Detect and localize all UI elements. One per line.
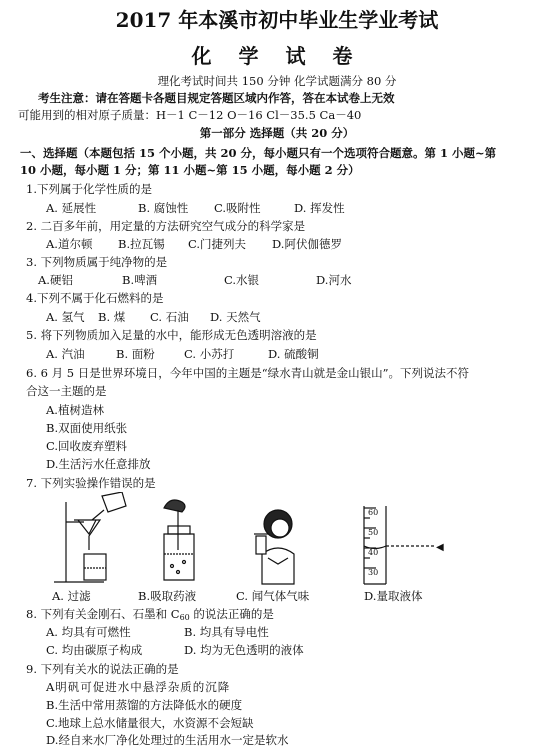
option-d: D.河水 [316,273,352,287]
part-one-heading: 第一部分 选择题（共 20 分） [199,126,355,140]
question-8-stem-b: 的说法正确的是 [189,607,274,621]
cylinder-tick-60: 60 [368,508,379,517]
smelling-gas-figure [248,504,308,586]
notice: 考生注意：请在答题卡各题目规定答题区域内作答，答在本试卷上无效 [38,91,395,105]
option-c: C. 小苏打 [184,347,235,361]
svg-text:◀: ◀ [436,542,444,553]
question-9-option-c: C.地球上总水储量很大，水资源不会短缺 [46,716,254,730]
cylinder-tick-50: 50 [368,528,379,537]
option-b: B.吸取药液 [138,589,197,603]
exam-info: 理化考试时间共 150 分钟 化学试题满分 80 分 [157,74,397,88]
option-b: B. 腐蚀性 [138,201,189,215]
question-6-stem: 6. 6 月 5 日是世界环境日，今年中国的主题是“绿水青山就是金山银山”。下列说法不符 [26,366,469,380]
option-b: B.拉瓦锡 [118,237,165,251]
option-c: C.吸附性 [214,201,261,215]
option-b: B. 面粉 [116,347,155,361]
option-c: C.门捷列夫 [188,237,247,251]
exam-title: 2017 年本溪市初中毕业生学业考试 [115,8,439,32]
option-a: A. 氢气 [46,310,85,324]
question-9-option-b: B.生活中常用蒸馏的方法降低水的硬度 [46,698,243,712]
option-b: B.啤酒 [122,273,158,287]
option-b: B. 煤 [98,310,126,324]
option-d: D. 天然气 [210,310,261,324]
option-d: D.阿伏伽德罗 [272,237,342,251]
exam-subtitle: 化 学 试 卷 [191,44,363,68]
question-1-stem: 1.下列属于化学性质的是 [26,182,152,196]
option-d: D. 硫酸铜 [268,347,319,361]
question-9-stem: 9. 下列有关水的说法正确的是 [26,662,179,676]
dropper-bottle-figure [150,494,210,586]
question-2-stem: 2. 二百多年前，用定量的方法研究空气成分的科学家是 [26,219,306,233]
atomic-masses: 可能用到的相对原子质量：H－1 C－12 O－16 Cl－35.5 Ca－40 [18,108,362,122]
option-a: A. 均具有可燃性 [46,625,131,639]
question-6-option-d: D.生活污水任意排放 [46,457,151,471]
question-8-stem [26,607,274,625]
cylinder-tick-40: 40 [368,548,379,557]
option-a: A. 汽油 [46,347,85,361]
option-a: A.道尔顿 [46,237,93,251]
c60-subscript: 60 [179,613,190,622]
question-7-stem: 7. 下列实验操作错误的是 [26,476,156,490]
option-d: D.量取液体 [364,589,423,603]
question-3-stem: 3. 下列物质属于纯净物的是 [26,255,168,269]
option-b: B. 均具有导电性 [184,625,269,639]
section-instructions-1: 一、选择题（本题包括 15 个小题，共 20 分，每小题只有一个选项符合题意。第 1 小题~第 [20,146,497,160]
cylinder-tick-30: 30 [368,568,379,577]
question-6-option-c: C.回收废弃塑料 [46,439,128,453]
question-4-stem: 4.下列不属于化石燃料的是 [26,291,164,305]
question-5-stem: 5. 将下列物质加入足量的水中，能形成无色透明溶液的是 [26,328,317,342]
option-d: D. 挥发性 [294,201,345,215]
option-c: C. 均由碳原子构成 [46,643,143,657]
filtration-apparatus-figure [44,492,134,584]
option-c: C. 石油 [150,310,189,324]
question-6-option-b: B.双面使用纸张 [46,421,128,435]
question-9-option-d: D.经自来水厂净化处理过的生活用水一定是软水 [46,733,289,747]
question-9-option-a: A明矾可促进水中悬浮杂质的沉降 [46,680,231,694]
question-6-stem-continued: 合这一主题的是 [26,384,107,398]
option-a: A. 延展性 [46,201,97,215]
question-8-stem-a: 8. 下列有关金刚石、石墨和 C [26,607,180,621]
option-c: C.水银 [224,273,260,287]
option-d: D. 均为无色透明的液体 [184,643,304,657]
option-a: A. 过滤 [52,589,91,603]
option-c: C. 闻气体气味 [236,589,310,603]
question-6-option-a: A.植树造林 [46,403,104,417]
section-instructions-2: 10 小题，每小题 1 分；第 11 小题~第 15 小题，每小题 2 分） [20,163,360,177]
option-a: A.硬铝 [38,273,73,287]
